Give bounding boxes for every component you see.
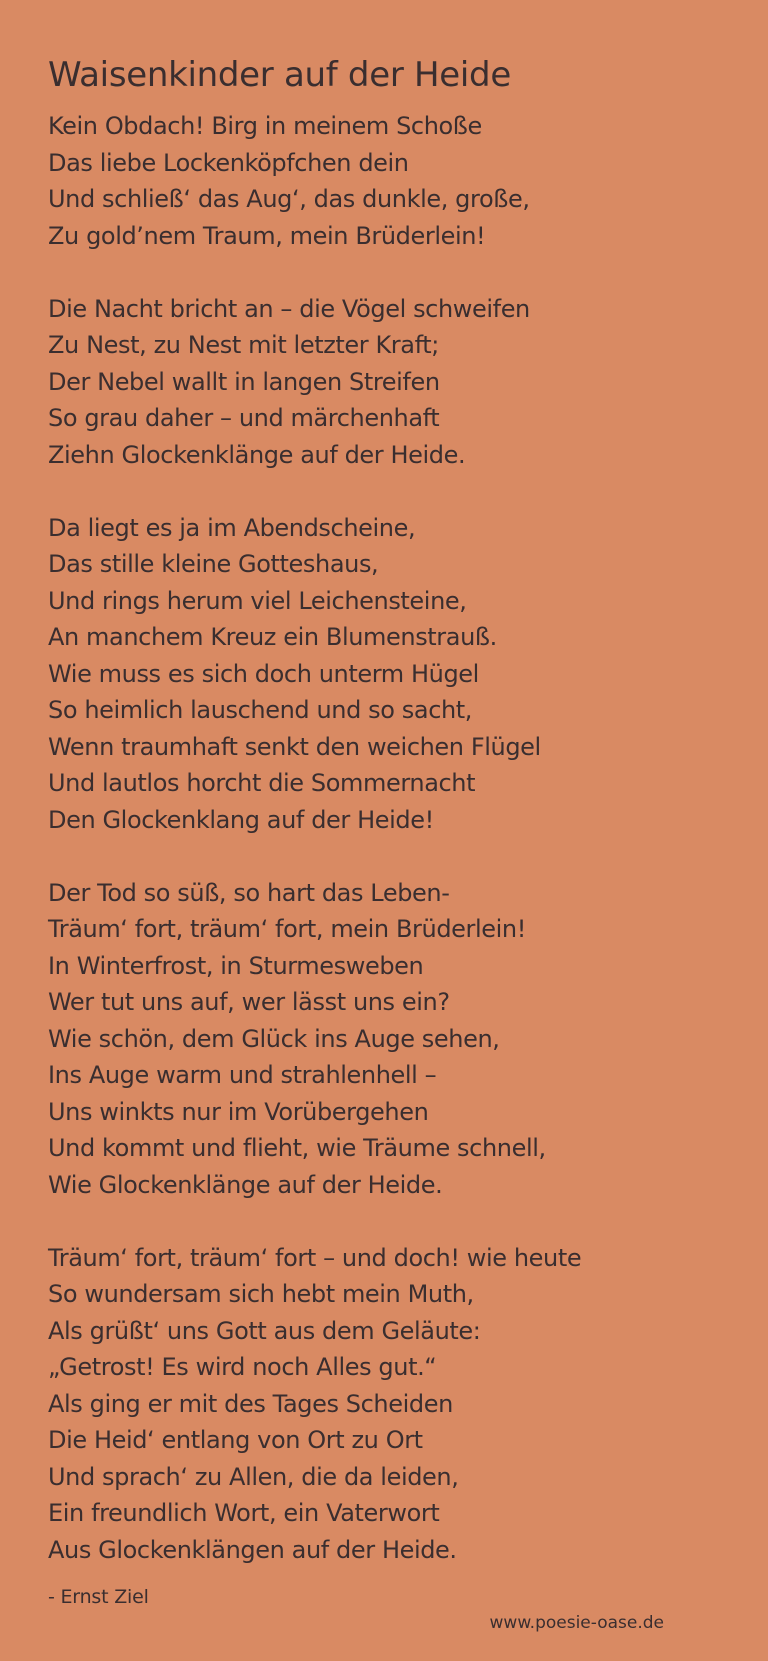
poem-line: Uns winkts nur im Vorübergehen xyxy=(48,1097,429,1126)
poem-line: So grau daher – und märchenhaft xyxy=(48,404,440,432)
poem-line: Da liegt es ja im Abendscheine, xyxy=(48,513,416,542)
stanza-1 xyxy=(48,108,738,254)
stanza-5 xyxy=(48,1240,738,1569)
poem-line: Das liebe Lockenköpfchen dein xyxy=(48,148,409,177)
poem-line: Und kommt und flieht, wie Träume schnell, xyxy=(48,1134,546,1162)
poem-line: „Getrost! Es wird noch Alles gut.“ xyxy=(48,1353,437,1381)
poem-line: Wenn traumhaft senkt den weichen Flügel xyxy=(48,732,541,761)
website-watermark: www.poesie-oase.de xyxy=(489,1613,664,1633)
poem-title: Waisenkinder auf der Heide xyxy=(48,55,511,95)
poem-line: Und schließ‘ das Aug‘, das dunkle, große, xyxy=(48,185,530,213)
poem-card xyxy=(48,52,738,1568)
poem-line: Aus Glockenklängen auf der Heide. xyxy=(48,1535,457,1564)
poem-line: Ziehn Glockenklänge auf der Heide. xyxy=(48,440,466,469)
poem-line: Den Glockenklang auf der Heide! xyxy=(48,805,434,834)
poem-line: Als grüßt‘ uns Gott aus dem Geläute: xyxy=(48,1316,481,1345)
poem-line: So wundersam sich hebt mein Muth, xyxy=(48,1280,474,1308)
poem-line: Der Nebel wallt in langen Streifen xyxy=(48,367,440,396)
poem-line: Wer tut uns auf, wer lässt uns ein? xyxy=(48,988,450,1016)
poem-line: Und lautlos horcht die Sommernacht xyxy=(48,769,476,797)
poem-line: Als ging er mit des Tages Scheiden xyxy=(48,1389,453,1418)
stanza-4 xyxy=(48,875,738,1204)
poem-line: Und sprach‘ zu Allen, die da leiden, xyxy=(48,1462,459,1491)
poem-line: Kein Obdach! Birg in meinem Schoße xyxy=(48,112,482,140)
poem-line: Die Heid‘ entlang von Ort zu Ort xyxy=(48,1426,423,1454)
stanza-2 xyxy=(48,291,738,474)
poem-line: Wie muss es sich doch unterm Hügel xyxy=(48,659,479,688)
poem-line: Wie schön, dem Glück ins Auge sehen, xyxy=(48,1024,500,1053)
poem-line: In Winterfrost, in Sturmesweben xyxy=(48,951,424,980)
poem-line: An manchem Kreuz ein Blumenstrauß. xyxy=(48,623,497,651)
poem-line: Und rings herum viel Leichensteine, xyxy=(48,586,467,615)
poem-line: Träum‘ fort, träum‘ fort, mein Brüderlein! xyxy=(48,915,526,943)
poem-line: Träum‘ fort, träum‘ fort – und doch! wie heute xyxy=(48,1243,582,1272)
poem-line: Zu gold’nem Traum, mein Brüderlein! xyxy=(48,221,486,250)
poem-line: Die Nacht bricht an – die Vögel schweifen xyxy=(48,294,530,323)
poem-line: Der Tod so süß, so hart das Leben- xyxy=(48,878,450,907)
poem-line: Ins Auge warm und strahlenhell – xyxy=(48,1061,437,1089)
poem-author: - Ernst Ziel xyxy=(48,1586,149,1608)
stanza-3 xyxy=(48,510,738,839)
poem-line: So heimlich lauschend und so sacht, xyxy=(48,696,473,724)
poem-line: Das stille kleine Gotteshaus, xyxy=(48,550,379,578)
poem-line: Wie Glockenklänge auf der Heide. xyxy=(48,1170,443,1199)
poem-line: Zu Nest, zu Nest mit letzter Kraft; xyxy=(48,331,439,359)
poem-line: Ein freundlich Wort, ein Vaterwort xyxy=(48,1499,440,1527)
